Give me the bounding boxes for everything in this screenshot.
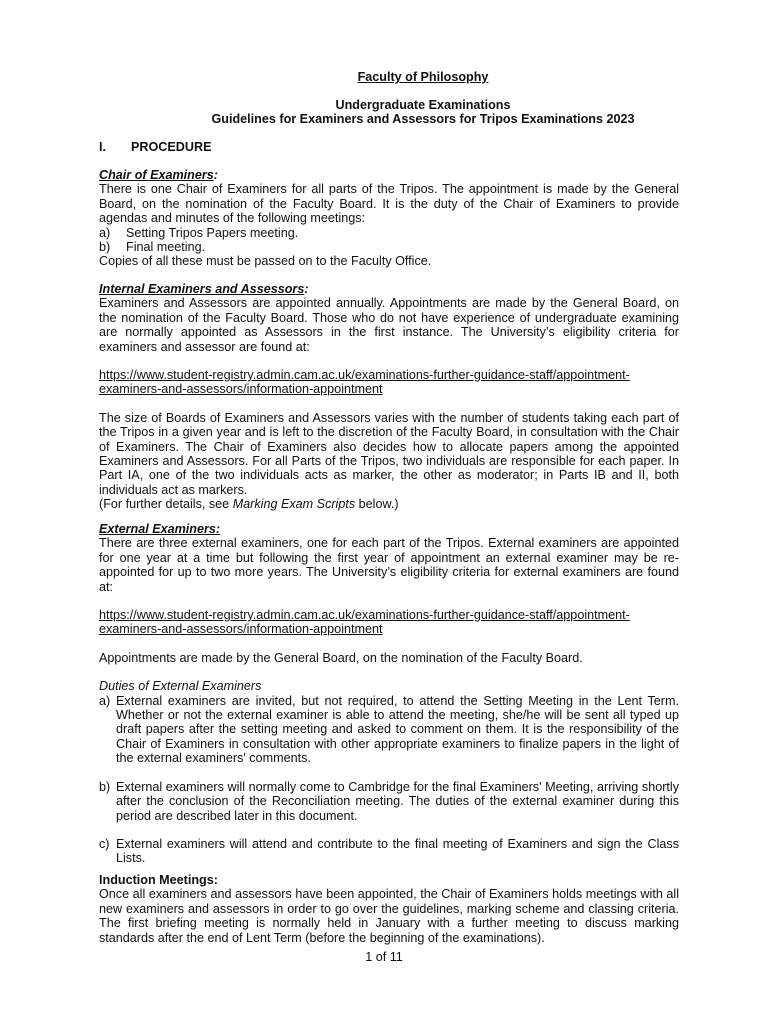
list-text: External examiners will attend and contribute to the final meeting of Examiners and sign the Class Lists. xyxy=(116,836,679,866)
list-marker: a) xyxy=(99,693,111,708)
list-item xyxy=(99,694,679,766)
list-text: Final meeting. xyxy=(126,240,206,255)
chair-heading: Chair of Examiners xyxy=(99,168,214,182)
list-text: External examiners are invited, but not required, to attend the Setting Meeting in the Lent Term. Whether or not the external examiner is able to attend the meeting, she/he will be sent all typed up draft papers after the setting meeting and asked to comment on them. It is the responsibility of the Chair of Examiners in consultation with other appropriate examiners to finalize papers in the light of the external examiners' comments. xyxy=(116,693,679,766)
list-item xyxy=(99,780,679,823)
list-marker: b) xyxy=(99,779,111,794)
faculty-title: Faculty of Philosophy xyxy=(357,70,489,84)
list-marker: c) xyxy=(99,836,110,851)
internal-section xyxy=(99,282,679,512)
list-text: Setting Tripos Papers meeting. xyxy=(126,225,299,240)
induction-section xyxy=(99,873,679,945)
external-paragraph-2: Appointments are made by the General Board, on the nomination of the Faculty Board. xyxy=(99,650,583,665)
external-heading: External Examiners: xyxy=(99,522,221,536)
list-marker: b) xyxy=(99,240,111,255)
page-number: 1 of 11 xyxy=(365,950,403,964)
doc-subtitle-1: Undergraduate Examinations xyxy=(335,98,511,112)
chair-paragraph: There is one Chair of Examiners for all parts of the Tripos. The appointment is made by the General Board, on the nomination of the Faculty Board. It is the duty of the Chair of Examiners to provide agendas and minutes of the following meetings: xyxy=(99,182,679,226)
list-marker: a) xyxy=(99,225,111,240)
internal-heading: Internal Examiners and Assessors xyxy=(99,282,305,296)
internal-note: (For further details, see Marking Exam Scripts below.) xyxy=(99,497,399,512)
eligibility-link[interactable]: https://www.student-registry.admin.cam.ac.uk/examinations-further-guidance-staff/appointment- examiners-and-assessors/information-appointment xyxy=(99,368,630,397)
list-text: External examiners will normally come to Cambridge for the final Examiners' Meeting, arriving shortly after the conclusion of the Reconciliation meeting. The duties of the external examiner during this period are described later in this document. xyxy=(116,779,679,823)
external-eligibility-link[interactable]: https://www.student-registry.admin.cam.ac.uk/examinations-further-guidance-staff/appointment- examiners-and-assessors/information-appointment xyxy=(99,608,630,637)
section-title: PROCEDURE xyxy=(131,140,212,154)
chair-copies: Copies of all these must be passed on to the Faculty Office. xyxy=(99,254,432,269)
list-item xyxy=(99,226,679,240)
external-paragraph-1: There are three external examiners, one for each part of the Tripos. External examiners are appointed for one year at a time but following the first year of appointment an external examiner may be re-appointed for up to two more years. The University’s eligibility criteria for external examiners are found at: xyxy=(99,536,679,594)
internal-heading-colon: : xyxy=(304,282,309,296)
chair-section xyxy=(99,168,679,269)
duties-heading: Duties of External Examiners xyxy=(99,679,262,694)
induction-paragraph: Once all examiners and assessors have been appointed, the Chair of Examiners holds meetings with all new examiners and assessors in order to go over the guidelines, marking scheme and classing criteria. The first briefing meeting is normally held in January with a further meeting to discuss marking standards after the end of Lent Term (before the beginning of the examinations). xyxy=(99,887,679,945)
list-item xyxy=(99,837,679,866)
induction-heading: Induction Meetings: xyxy=(99,873,218,887)
internal-paragraph-1: Examiners and Assessors are appointed annually. Appointments are made by the General Board, on the nomination of the Faculty Board. Those who do not have experience of undergraduate examining are normally appointed as Assessors in the first instance. The University’s eligibility criteria for examiners and assessor are found at: xyxy=(99,296,679,354)
external-section xyxy=(99,522,679,866)
section-number: I. xyxy=(99,140,106,154)
chair-heading-colon: : xyxy=(213,168,218,182)
internal-paragraph-2: The size of Boards of Examiners and Assessors varies with the number of students taking each part of the Tripos in a given year and is left to the discretion of the Faculty Board, in consultation with the Chair of Examiners. The Chair of Examiners also decides how to allocate papers among the appointed Examiners and Assessors. For all Parts of the Tripos, two individuals are responsible for each paper. In Part IA, one of the two individuals acts as marker, the other as moderator; in Parts IB and II, both individuals act as markers. xyxy=(99,410,679,497)
list-item xyxy=(99,240,679,254)
section-heading-procedure xyxy=(99,140,679,154)
doc-subtitle-2: Guidelines for Examiners and Assessors for Tripos Examinations 2023 xyxy=(211,112,635,126)
